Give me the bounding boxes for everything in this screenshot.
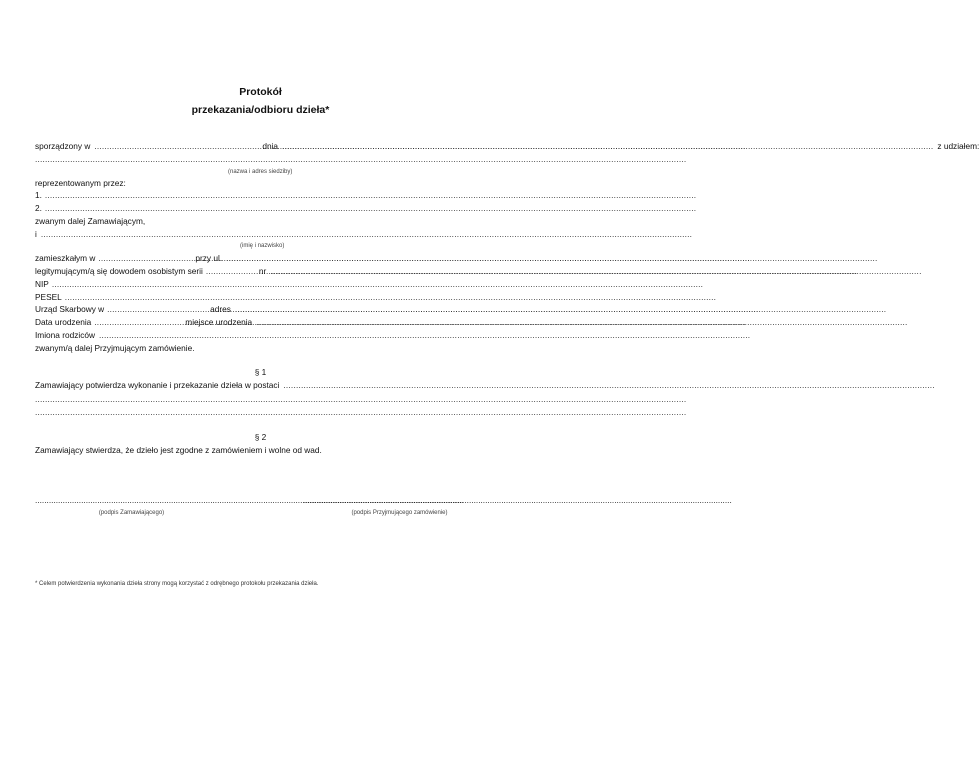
called-client-text: zwanym dalej Zamawiającym, xyxy=(35,216,146,226)
pesel-line xyxy=(35,291,497,303)
and-label: i xyxy=(35,229,37,239)
place-field[interactable] xyxy=(94,140,258,152)
section-1-text: Zamawiający potwierdza wykonanie i przekazanie dzieła w postaci xyxy=(35,380,280,390)
street-label: przy ul. xyxy=(195,253,223,263)
birth-place-field[interactable] xyxy=(256,316,907,328)
tax-office-field[interactable] xyxy=(107,303,207,315)
work-description-line-2 xyxy=(35,393,497,405)
parents-label: Imiona rodziców xyxy=(35,330,95,340)
contractor-name-line xyxy=(35,228,497,240)
name-address-caption: (nazwa i adres siedziby) xyxy=(228,169,293,175)
pesel-label: PESEL xyxy=(35,292,62,302)
client-signature-field[interactable] xyxy=(35,494,228,506)
date-label: dnia xyxy=(262,141,279,151)
tax-office-address-field[interactable] xyxy=(235,303,886,315)
client-name-field[interactable] xyxy=(35,153,686,165)
document-subtitle: przekazania/odbioru dzieła* xyxy=(191,104,330,116)
street-field[interactable] xyxy=(226,252,877,264)
item-1-label: 1. xyxy=(35,190,42,200)
work-description-line-3 xyxy=(35,406,497,418)
date-field[interactable] xyxy=(282,140,933,152)
birth-date-label: Data urodzenia xyxy=(35,317,92,327)
id-series-field[interactable] xyxy=(206,265,256,277)
item-2-label: 2. xyxy=(35,203,42,213)
representative-1-field[interactable] xyxy=(45,189,696,201)
contractor-name-field[interactable] xyxy=(41,228,692,240)
nip-line xyxy=(35,278,497,290)
city-field[interactable] xyxy=(98,252,192,264)
parents-field[interactable] xyxy=(99,329,750,341)
representative-2-line xyxy=(35,202,497,214)
drawn-up-line xyxy=(35,140,979,152)
resident-line xyxy=(35,252,497,264)
contractor-signature-field[interactable] xyxy=(303,494,496,506)
parents-line xyxy=(35,329,497,341)
called-client-line xyxy=(35,215,497,227)
client-name-line xyxy=(35,153,497,165)
resident-label: zamieszkałym w xyxy=(35,253,96,263)
document-title: Protokół xyxy=(239,86,282,98)
work-description-field[interactable] xyxy=(283,379,934,391)
pesel-field[interactable] xyxy=(65,291,716,303)
birth-line xyxy=(35,316,497,328)
section-2-text: Zamawiający stwierdza, że dzieło jest zgodne z zamówieniem i wolne od wad. xyxy=(35,445,322,455)
represented-by-line xyxy=(35,177,497,189)
tax-office-address-label: adres xyxy=(210,304,231,314)
representative-1-line xyxy=(35,189,497,201)
nip-field[interactable] xyxy=(52,278,703,290)
client-signature-caption: (podpis Zamawiającego) xyxy=(98,510,165,516)
id-line xyxy=(35,265,497,277)
work-description-field-2[interactable] xyxy=(35,393,686,405)
representative-2-field[interactable] xyxy=(45,202,696,214)
participation-label: z udziałem: xyxy=(937,141,979,151)
section-2-heading: § 2 xyxy=(254,432,267,442)
section-2-line xyxy=(35,444,497,456)
section-1-heading: § 1 xyxy=(254,367,267,377)
birth-date-field[interactable] xyxy=(94,316,182,328)
drawn-up-label: sporządzony w xyxy=(35,141,91,151)
contractor-signature-caption: (podpis Przyjmującego zamówienie) xyxy=(351,510,448,516)
work-description-field-3[interactable] xyxy=(35,406,686,418)
id-label: legitymującym/ą się dowodem osobistym serii xyxy=(35,266,203,276)
section-1-line xyxy=(35,379,497,391)
id-number-field[interactable] xyxy=(270,265,921,277)
called-contractor-line xyxy=(35,342,497,354)
footnote: * Celem potwierdzenia wykonania dzieła strony mogą korzystać z odrębnego protokołu przekazania dzieła. xyxy=(35,581,319,587)
tax-office-label: Urząd Skarbowy w xyxy=(35,304,105,314)
nip-label: NIP xyxy=(35,279,49,289)
birth-place-label: miejsce urodzenia xyxy=(185,317,253,327)
name-surname-caption: (imię i nazwisko) xyxy=(240,243,285,249)
called-contractor-text: zwanym/ą dalej Przyjmującym zamówienie. xyxy=(35,343,195,353)
represented-by-label: reprezentowanym przez: xyxy=(35,178,126,188)
id-number-label: nr xyxy=(258,266,267,276)
tax-office-line xyxy=(35,303,497,315)
